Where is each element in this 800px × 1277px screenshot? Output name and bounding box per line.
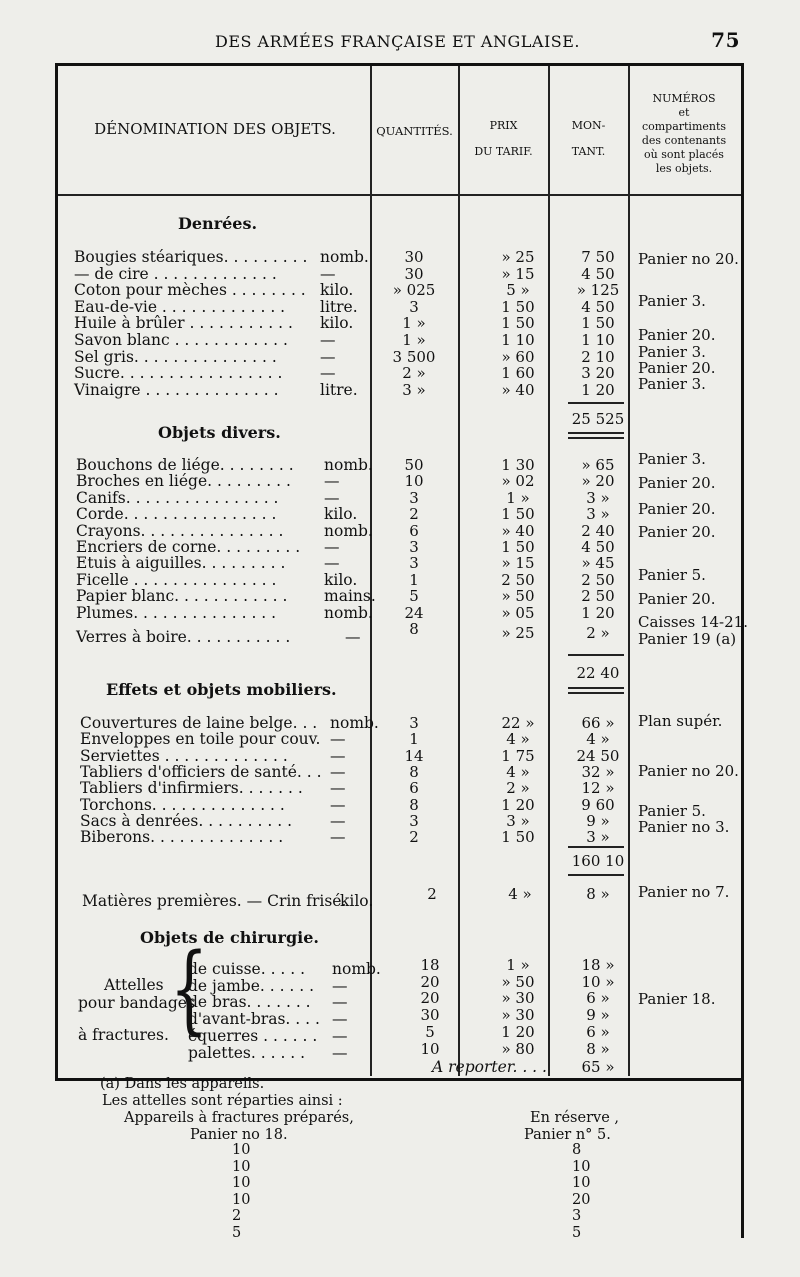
- denrees-row-qty: 1 »: [402, 331, 426, 349]
- chirurgie-row-name: équerres . . . . . .: [188, 1026, 318, 1045]
- effets-row-montant: 4 »: [586, 730, 610, 749]
- attelles-label-1: Attelles: [104, 976, 164, 994]
- section-chirurgie: Objets de chirurgie.: [140, 928, 319, 947]
- denrees-row-name: Sel gris. . . . . . . . . . . . . . .: [74, 347, 277, 366]
- divers-row-qty: 3: [409, 488, 419, 507]
- divers-row-qty: 24: [404, 603, 424, 622]
- divers-row-montant: 2 50: [581, 587, 615, 606]
- denrees-row-unit: kilo.: [320, 281, 354, 300]
- denrees-row-unit: litre.: [320, 380, 358, 399]
- effets-row-name: Biberons. . . . . . . . . . . . . .: [80, 828, 284, 847]
- chirurgie-row-montant: 18 »: [581, 956, 615, 974]
- col-numeros-1: NUMÉROS: [652, 92, 716, 105]
- footnote-left-head1: Appareils à fractures préparés,: [124, 1110, 354, 1126]
- effets-row-unit: —: [330, 811, 346, 830]
- divers-row-montant: » 45: [581, 554, 615, 573]
- divers-row-prix: 1 50: [501, 505, 535, 524]
- denrees-row-qty: 3 »: [402, 380, 426, 399]
- effets-panier: Panier 5.: [638, 802, 706, 820]
- divers-total: 22 40: [576, 664, 620, 682]
- denrees-row-montant: 2 10: [581, 347, 615, 366]
- divers-panier: Panier 20.: [638, 474, 716, 492]
- denrees-panier: Panier 20.: [638, 359, 716, 377]
- effets-row-name: Serviettes . . . . . . . . . . . . .: [80, 746, 288, 765]
- effets-row-qty: 14: [404, 746, 424, 765]
- divers-row-montant: 3 »: [586, 488, 610, 507]
- divers-row-unit: kilo.: [324, 570, 358, 589]
- effets-row-montant: 12 »: [581, 779, 615, 798]
- divers-panier: Caisses 14-21.: [638, 613, 748, 631]
- effets-row-qty: 8: [409, 795, 419, 814]
- denrees-row-montant: 3 20: [581, 364, 615, 383]
- effets-row-qty: 1: [409, 730, 419, 749]
- effets-row-prix: 22 »: [501, 714, 535, 732]
- effets-row-name: Tabliers d'officiers de santé. . .: [80, 762, 322, 781]
- col-prix-1: PRIX: [489, 119, 518, 132]
- denrees-row-name: Huile à brûler . . . . . . . . . . .: [74, 314, 293, 333]
- effets-row-montant: 9 »: [586, 811, 610, 830]
- effets-row-unit: nomb.: [330, 714, 379, 732]
- total-rule: [568, 687, 624, 689]
- denrees-row-unit: —: [320, 331, 336, 349]
- divers-row-unit: —: [324, 472, 340, 491]
- divers-row-montant: 1 20: [581, 603, 615, 622]
- effets-panier: Plan supér.: [638, 712, 723, 730]
- footnote-right-value: 5: [572, 1224, 582, 1241]
- col-prix-2: DU TARIF.: [474, 145, 533, 158]
- chirurgie-row-montant: 8 »: [586, 1039, 610, 1058]
- total-rule: [568, 692, 624, 694]
- divers-row-name: Verres à boire. . . . . . . . . . .: [76, 628, 291, 646]
- section-objets-divers: Objets divers.: [158, 423, 281, 442]
- effets-row-name: Sacs à denrées. . . . . . . . . .: [80, 811, 292, 830]
- divers-row-name: Crayons. . . . . . . . . . . . . . .: [76, 521, 284, 540]
- denrees-row-unit: —: [320, 364, 336, 383]
- denrees-row-prix: 1 50: [501, 314, 535, 333]
- footnote-right-head2: Panier n° 5.: [524, 1127, 611, 1143]
- denrees-row-montant: » 125: [576, 281, 620, 300]
- denrees-row-prix: » 15: [501, 264, 535, 283]
- chirurgie-row-montant: 6 »: [586, 989, 610, 1008]
- chirurgie-row-name: d'avant-bras. . . .: [188, 1010, 320, 1029]
- attelles-brace: {: [170, 934, 209, 1046]
- chirurgie-row-prix: 1 20: [501, 1022, 535, 1041]
- denrees-row-name: — de cire . . . . . . . . . . . . .: [74, 264, 277, 283]
- denrees-row-unit: kilo.: [320, 314, 354, 333]
- denrees-row-qty: » 025: [392, 281, 436, 300]
- denrees-row-prix: » 60: [501, 347, 535, 366]
- matieres-prix: 4 »: [508, 885, 532, 903]
- chirurgie-row-name: de jambe. . . . . .: [188, 976, 315, 995]
- denrees-row-montant: 4 50: [581, 297, 615, 316]
- footnote-left-head2: Panier no 18.: [190, 1127, 288, 1143]
- denrees-panier: Panier 3.: [638, 343, 706, 361]
- denrees-row-montant: 4 50: [581, 264, 615, 283]
- chirurgie-panier: Panier 18.: [638, 990, 716, 1008]
- divers-row-montant: 2 50: [581, 570, 615, 589]
- divers-row-name: Ficelle . . . . . . . . . . . . . . .: [76, 570, 277, 589]
- denrees-row-qty: 30: [404, 248, 424, 266]
- effets-row-name: Tabliers d'infirmiers. . . . . . .: [80, 779, 303, 798]
- chirurgie-row-name: de bras. . . . . . .: [188, 993, 311, 1012]
- total-rule: [568, 432, 624, 434]
- divers-row-name: Etuis à aiguilles. . . . . . . . .: [76, 554, 286, 573]
- matieres-montant: 8 »: [586, 885, 610, 903]
- denrees-row-qty: 3: [409, 297, 419, 316]
- effets-panier: Panier no 3.: [638, 818, 730, 836]
- attelles-label-3: à fractures.: [78, 1026, 169, 1044]
- chirurgie-row-unit: —: [332, 976, 348, 995]
- footnote-left-value: 5: [232, 1224, 242, 1241]
- denrees-row-unit: nomb.: [320, 248, 369, 266]
- divers-row-prix: » 25: [501, 624, 535, 642]
- chirurgie-row-prix: » 30: [501, 1006, 535, 1025]
- matieres-unit: kilo.: [340, 892, 374, 910]
- effets-row-montant: 24 50: [576, 746, 620, 765]
- effets-row-qty: 6: [409, 779, 419, 798]
- effets-row-prix: 1 20: [501, 795, 535, 814]
- effets-total: 160 10: [571, 852, 625, 870]
- divers-panier: Panier 3.: [638, 450, 706, 468]
- chirurgie-row-qty: 20: [420, 989, 440, 1008]
- chirurgie-row-name: palettes. . . . . .: [188, 1043, 306, 1062]
- footnote-left-value: 10: [232, 1158, 251, 1175]
- divers-row-name: Papier blanc. . . . . . . . . . . .: [76, 587, 288, 606]
- chirurgie-row-qty: 30: [420, 1006, 440, 1025]
- footnote-right-value: 10: [572, 1158, 591, 1175]
- denrees-row-prix: 1 60: [501, 364, 535, 383]
- divers-row-qty: 3: [409, 554, 419, 573]
- total-rule: [568, 654, 624, 656]
- divers-row-prix: 1 30: [501, 456, 535, 474]
- denrees-row-qty: 30: [404, 264, 424, 283]
- effets-row-unit: —: [330, 779, 346, 798]
- total-rule: [568, 437, 624, 439]
- effets-row-qty: 3: [409, 811, 419, 830]
- effets-row-prix: 2 »: [506, 779, 530, 798]
- chirurgie-row-qty: 10: [420, 1039, 440, 1058]
- col-numeros-2: et: [678, 106, 690, 119]
- footnote-line2: Les attelles sont réparties ainsi :: [102, 1093, 343, 1109]
- chirurgie-row-montant: 9 »: [586, 1006, 610, 1025]
- divers-row-unit: —: [324, 538, 340, 556]
- denrees-row-montant: 7 50: [581, 248, 615, 266]
- chirurgie-row-unit: —: [332, 1043, 348, 1062]
- footnote-right-value: 3: [572, 1208, 582, 1224]
- divers-row-unit: kilo.: [324, 505, 358, 524]
- total-rule: [568, 874, 624, 876]
- divers-row-montant: 2 »: [586, 624, 610, 642]
- col-quantites: QUANTITÉS.: [376, 124, 453, 138]
- effets-row-name: Torchons. . . . . . . . . . . . . .: [80, 795, 285, 814]
- effets-row-prix: 4 »: [506, 762, 530, 781]
- effets-row-prix: 1 75: [501, 746, 535, 765]
- effets-row-unit: —: [330, 762, 346, 781]
- effets-row-montant: 9 60: [581, 795, 615, 814]
- divers-row-unit: mains.: [324, 587, 376, 606]
- a-reporter-value: 65 »: [581, 1058, 615, 1076]
- divers-row-name: Corde. . . . . . . . . . . . . . . .: [76, 505, 277, 524]
- matieres-name: Matières premières. — Crin frisé.: [82, 892, 347, 910]
- divers-panier: Panier 5.: [638, 566, 706, 584]
- divers-row-prix: » 50: [501, 587, 535, 606]
- denrees-row-name: Eau-de-vie . . . . . . . . . . . . .: [74, 297, 286, 316]
- denrees-panier: Panier 3.: [638, 292, 706, 310]
- divers-panier: Panier 19 (a): [638, 630, 737, 648]
- divers-row-qty: 1: [409, 570, 419, 589]
- table-right-rule: [741, 63, 744, 1238]
- effets-row-name: Couvertures de laine belge. . .: [80, 714, 318, 732]
- denrees-total: 25 525: [571, 410, 625, 428]
- matieres-panier: Panier no 7.: [638, 883, 730, 901]
- denrees-row-name: Bougies stéariques. . . . . . . . .: [74, 248, 308, 266]
- divers-row-prix: » 02: [501, 472, 535, 491]
- denrees-row-name: Sucre. . . . . . . . . . . . . . . . .: [74, 364, 283, 383]
- section-effets: Effets et objets mobiliers.: [106, 680, 337, 699]
- divers-row-unit: nomb.: [324, 521, 373, 540]
- effets-row-prix: 4 »: [506, 730, 530, 749]
- divers-row-name: Broches en liége. . . . . . . . .: [76, 472, 291, 491]
- denrees-row-prix: » 40: [501, 380, 535, 399]
- effets-row-prix: 1 50: [501, 828, 535, 847]
- effets-row-qty: 2: [409, 828, 419, 847]
- footnote-right-value: 8: [572, 1142, 582, 1158]
- col-montant-1: MON-: [571, 119, 606, 132]
- divers-row-montant: 4 50: [581, 538, 615, 556]
- chirurgie-row-name: de cuisse. . . . .: [188, 960, 306, 978]
- effets-row-montant: 66 »: [581, 714, 615, 732]
- col-numeros-6: les objets.: [655, 162, 713, 175]
- divers-row-qty: 3: [409, 538, 419, 556]
- divers-row-prix: 1 »: [506, 488, 530, 507]
- denrees-row-montant: 1 10: [581, 331, 615, 349]
- denrees-row-unit: litre.: [320, 297, 358, 316]
- denrees-row-unit: —: [320, 264, 336, 283]
- col-numeros-4: des contenants: [641, 134, 727, 147]
- chirurgie-row-unit: nomb.: [332, 960, 381, 978]
- divers-row-unit: —: [324, 554, 340, 573]
- col-denomination: DÉNOMINATION DES OBJETS.: [94, 120, 336, 138]
- denrees-row-unit: —: [320, 347, 336, 366]
- denrees-panier: Panier 3.: [638, 375, 706, 393]
- col-numeros-5: où sont placés: [644, 148, 724, 161]
- denrees-panier: Panier no 20.: [638, 250, 739, 268]
- header-rule: [58, 194, 741, 196]
- divers-row-prix: » 05: [501, 603, 535, 622]
- denrees-panier: Panier 20.: [638, 326, 716, 344]
- divers-row-prix: 2 50: [501, 570, 535, 589]
- divers-row-name: Canifs. . . . . . . . . . . . . . . .: [76, 488, 279, 507]
- divers-row-prix: » 15: [501, 554, 535, 573]
- denrees-row-prix: 1 10: [501, 331, 535, 349]
- divers-row-qty: 6: [409, 521, 419, 540]
- chirurgie-row-prix: 1 »: [506, 956, 530, 974]
- denrees-row-qty: 2 »: [402, 364, 426, 383]
- divers-row-montant: » 20: [581, 472, 615, 491]
- column-rule: [370, 66, 372, 1076]
- denrees-row-montant: 1 50: [581, 314, 615, 333]
- chirurgie-row-unit: —: [332, 1010, 348, 1029]
- denrees-row-qty: 3 500: [392, 347, 436, 366]
- chirurgie-row-qty: 18: [420, 956, 440, 974]
- denrees-row-prix: 5 »: [506, 281, 530, 300]
- running-title: DES ARMÉES FRANÇAISE ET ANGLAISE.: [215, 32, 580, 51]
- col-numeros-3: compartiments: [641, 120, 727, 133]
- a-reporter: A reporter. . . .: [432, 1058, 547, 1076]
- effets-row-unit: —: [330, 730, 346, 749]
- denrees-row-name: Savon blanc . . . . . . . . . . . .: [74, 331, 288, 349]
- divers-row-unit: —: [345, 628, 361, 646]
- effets-row-unit: —: [330, 795, 346, 814]
- effets-row-montant: 32 »: [581, 762, 615, 781]
- divers-row-montant: » 65: [581, 456, 615, 474]
- divers-panier: Panier 20.: [638, 523, 716, 541]
- chirurgie-row-montant: 6 »: [586, 1022, 610, 1041]
- effets-panier: Panier no 20.: [638, 762, 739, 780]
- denrees-row-name: Vinaigre . . . . . . . . . . . . . .: [74, 380, 279, 399]
- chirurgie-row-qty: 20: [420, 972, 440, 991]
- attelles-label-2: pour bandages: [78, 994, 195, 1012]
- chirurgie-row-qty: 5: [425, 1022, 435, 1041]
- footnote-right-value: 10: [572, 1175, 591, 1191]
- divers-row-qty: 10: [404, 472, 424, 491]
- divers-row-unit: —: [324, 488, 340, 507]
- column-rule: [458, 66, 460, 1076]
- total-rule: [568, 402, 624, 404]
- divers-row-qty: 50: [404, 456, 424, 474]
- divers-row-unit: nomb.: [324, 603, 373, 622]
- effets-row-prix: 3 »: [506, 811, 530, 830]
- effets-row-qty: 3: [409, 714, 419, 732]
- footnote-left-value: 10: [232, 1175, 251, 1191]
- divers-row-prix: » 40: [501, 521, 535, 540]
- footnote-left-value: 10: [232, 1191, 251, 1208]
- column-rule: [548, 66, 550, 1076]
- page-number: 75: [711, 28, 740, 52]
- effets-row-montant: 3 »: [586, 828, 610, 847]
- chirurgie-row-montant: 10 »: [581, 972, 615, 991]
- footnote-right-head1: En réserve ,: [530, 1110, 619, 1126]
- divers-row-prix: 1 50: [501, 538, 535, 556]
- denrees-row-name: Coton pour mèches . . . . . . . .: [74, 281, 306, 300]
- effets-row-name: Enveloppes en toile pour couv.: [80, 730, 321, 749]
- footnote-left-value: 10: [232, 1142, 251, 1158]
- footnote-right-value: 20: [572, 1191, 591, 1208]
- footnote-a: (a) Dans les appareils.: [100, 1076, 265, 1092]
- divers-row-name: Encriers de corne. . . . . . . . .: [76, 538, 301, 556]
- total-rule: [568, 846, 624, 848]
- chirurgie-row-unit: —: [332, 1026, 348, 1045]
- divers-row-name: Bouchons de liége. . . . . . . .: [76, 456, 294, 474]
- footnote-left-value: 2: [232, 1208, 242, 1224]
- divers-panier: Panier 20.: [638, 590, 716, 608]
- denrees-row-prix: 1 50: [501, 297, 535, 316]
- divers-row-qty: 2: [409, 505, 419, 524]
- chirurgie-row-prix: » 80: [501, 1039, 535, 1058]
- denrees-row-qty: 1 »: [402, 314, 426, 333]
- chirurgie-row-unit: —: [332, 993, 348, 1012]
- matieres-qty: 2: [427, 885, 437, 903]
- section-denrees: Denrées.: [178, 214, 258, 233]
- denrees-row-montant: 1 20: [581, 380, 615, 399]
- col-numeros: [629, 92, 739, 176]
- divers-row-name: Plumes. . . . . . . . . . . . . . .: [76, 603, 277, 622]
- chirurgie-row-prix: » 50: [501, 972, 535, 991]
- divers-row-montant: 2 40: [581, 521, 615, 540]
- chirurgie-row-prix: » 30: [501, 989, 535, 1008]
- divers-row-unit: nomb.: [324, 456, 373, 474]
- col-montant-2: TANT.: [571, 145, 606, 158]
- divers-panier: Panier 20.: [638, 500, 716, 518]
- divers-row-montant: 3 »: [586, 505, 610, 524]
- divers-row-qty: 5: [409, 587, 419, 606]
- effets-row-qty: 8: [409, 762, 419, 781]
- effets-row-unit: —: [330, 828, 346, 847]
- effets-row-unit: —: [330, 746, 346, 765]
- divers-row-qty: 8: [409, 620, 419, 638]
- denrees-row-prix: » 25: [501, 248, 535, 266]
